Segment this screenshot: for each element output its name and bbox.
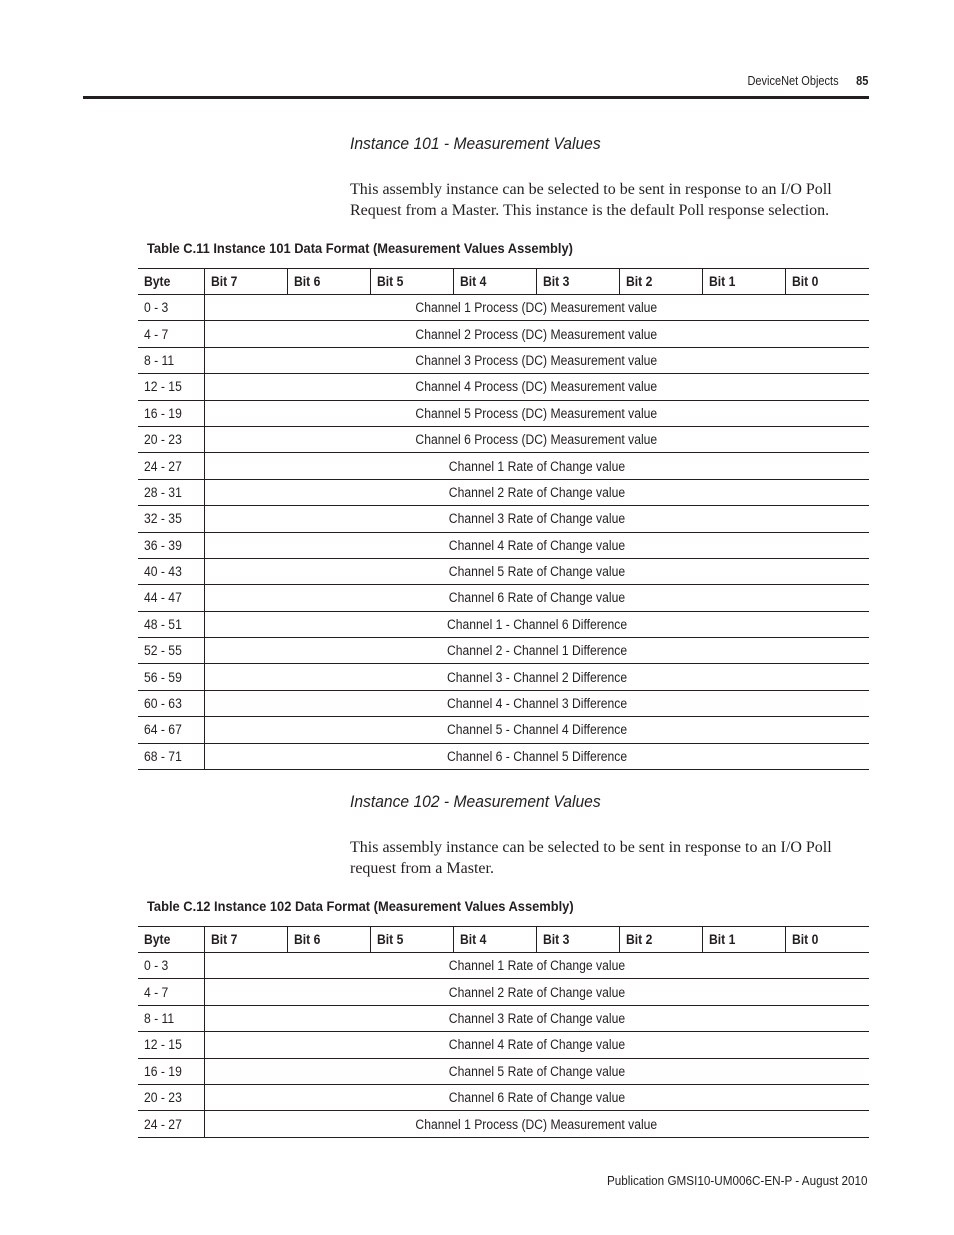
byte-range: 28 - 31 [144, 484, 182, 500]
column-header-label: Byte [144, 932, 171, 947]
byte-cell [138, 506, 204, 532]
value-description-cell [204, 426, 869, 452]
byte-cell [138, 743, 204, 769]
column-header-label: Bit 6 [293, 932, 320, 947]
column-header-label: Bit 7 [210, 932, 237, 947]
byte-cell [138, 1032, 204, 1058]
value-description: Channel 3 Rate of Change value [448, 1010, 625, 1026]
column-header [204, 927, 287, 953]
value-description: Channel 5 - Channel 4 Difference [446, 722, 627, 738]
value-description: Channel 5 Process (DC) Measurement value [415, 405, 658, 421]
byte-range: 12 - 15 [144, 1037, 182, 1053]
value-description-cell [204, 1111, 869, 1137]
value-description-cell [204, 690, 869, 716]
byte-range: 20 - 23 [144, 432, 182, 448]
byte-range: 24 - 27 [144, 458, 182, 474]
byte-cell [138, 717, 204, 743]
table-c11 [138, 268, 869, 770]
byte-range: 0 - 3 [144, 958, 169, 974]
byte-cell [138, 426, 204, 452]
byte-range: 4 - 7 [144, 326, 169, 342]
table-row [138, 1058, 869, 1084]
value-description: Channel 5 Rate of Change value [448, 1063, 625, 1079]
byte-range: 16 - 19 [144, 1063, 182, 1079]
byte-range: 4 - 7 [144, 984, 169, 1000]
table-row [138, 979, 869, 1005]
byte-cell [138, 1111, 204, 1137]
column-header [785, 927, 869, 953]
table-row [138, 558, 869, 584]
column-header-label: Bit 5 [376, 274, 403, 289]
table-row [138, 1005, 869, 1031]
byte-range: 40 - 43 [144, 564, 182, 580]
value-description: Channel 6 Rate of Change value [448, 1090, 625, 1106]
table-caption-c11: Table C.11 Instance 101 Data Format (Measurement Values Assembly) [147, 240, 573, 256]
table-row [138, 664, 869, 690]
column-header-label: Bit 1 [708, 274, 735, 289]
value-description: Channel 1 Process (DC) Measurement value [415, 300, 658, 316]
value-description-cell [204, 479, 869, 505]
byte-cell [138, 1058, 204, 1084]
table-row [138, 426, 869, 452]
value-description: Channel 3 Rate of Change value [448, 511, 625, 527]
byte-cell [138, 400, 204, 426]
paragraph-instance-101: This assembly instance can be selected to be sent in response to an I/O Poll Request from a Master. This instance is the default Poll response selection. [350, 181, 832, 219]
value-description-cell [204, 347, 869, 373]
table-row [138, 479, 869, 505]
value-description-cell [204, 400, 869, 426]
table-c12 [138, 926, 869, 1138]
column-header [702, 927, 785, 953]
value-description: Channel 6 Rate of Change value [448, 590, 625, 606]
byte-cell [138, 1005, 204, 1031]
byte-range: 52 - 55 [144, 643, 182, 659]
byte-cell [138, 479, 204, 505]
byte-range: 8 - 11 [144, 352, 175, 368]
column-header [619, 927, 702, 953]
publication-footer: Publication GMSI10-UM006C-EN-P - August 2010 [607, 1173, 868, 1188]
byte-range: 32 - 35 [144, 511, 182, 527]
value-description-cell [204, 506, 869, 532]
column-header-label: Bit 7 [210, 274, 237, 289]
byte-range: 64 - 67 [144, 722, 182, 738]
value-description-cell [204, 1032, 869, 1058]
byte-cell [138, 1084, 204, 1110]
column-header [138, 927, 204, 953]
value-description: Channel 4 - Channel 3 Difference [446, 696, 627, 712]
value-description: Channel 3 - Channel 2 Difference [446, 669, 627, 685]
page-number: 85 [855, 74, 868, 88]
value-description-cell [204, 321, 869, 347]
column-header [287, 927, 370, 953]
table-row [138, 453, 869, 479]
value-description-cell [204, 558, 869, 584]
column-header-label: Bit 3 [542, 274, 569, 289]
column-header [287, 269, 370, 295]
value-description-cell [204, 585, 869, 611]
value-description: Channel 4 Rate of Change value [448, 537, 625, 553]
column-header [785, 269, 869, 295]
byte-range: 20 - 23 [144, 1090, 182, 1106]
table-row [138, 1032, 869, 1058]
table-row [138, 295, 869, 321]
column-header-label: Bit 6 [293, 274, 320, 289]
column-header-label: Bit 2 [625, 274, 652, 289]
value-description: Channel 1 Rate of Change value [448, 958, 625, 974]
value-description-cell [204, 717, 869, 743]
byte-range: 56 - 59 [144, 669, 182, 685]
table-header-row [138, 927, 869, 953]
column-header [370, 927, 453, 953]
byte-cell [138, 638, 204, 664]
table-row [138, 585, 869, 611]
value-description: Channel 2 Rate of Change value [448, 984, 625, 1000]
value-description: Channel 6 Process (DC) Measurement value [415, 432, 658, 448]
value-description-cell [204, 638, 869, 664]
value-description-cell [204, 1058, 869, 1084]
table-row [138, 374, 869, 400]
table-row [138, 506, 869, 532]
column-header-label: Bit 4 [459, 274, 486, 289]
byte-range: 36 - 39 [144, 537, 182, 553]
byte-range: 68 - 71 [144, 748, 182, 764]
byte-cell [138, 664, 204, 690]
table-header-row [138, 269, 869, 295]
column-header [536, 269, 619, 295]
byte-cell [138, 321, 204, 347]
table-caption-c12: Table C.12 Instance 102 Data Format (Measurement Values Assembly) [147, 898, 574, 914]
byte-range: 8 - 11 [144, 1010, 175, 1026]
value-description-cell [204, 611, 869, 637]
byte-range: 48 - 51 [144, 616, 182, 632]
byte-cell [138, 979, 204, 1005]
table-row [138, 1111, 869, 1137]
column-header-label: Bit 4 [459, 932, 486, 947]
column-header [453, 269, 536, 295]
value-description: Channel 5 Rate of Change value [448, 564, 625, 580]
table-row [138, 953, 869, 979]
value-description: Channel 1 Rate of Change value [448, 458, 625, 474]
column-header-label: Bit 3 [542, 932, 569, 947]
column-header [619, 269, 702, 295]
byte-range: 24 - 27 [144, 1116, 182, 1132]
page-header [747, 74, 868, 88]
value-description-cell [204, 953, 869, 979]
table-row [138, 347, 869, 373]
column-header-label: Byte [144, 274, 171, 289]
value-description-cell [204, 453, 869, 479]
section-title-instance-102: Instance 102 - Measurement Values [350, 792, 601, 811]
value-description-cell [204, 1084, 869, 1110]
column-header-label: Bit 1 [708, 932, 735, 947]
header-section-title: DeviceNet Objects [747, 74, 839, 88]
value-description-cell [204, 374, 869, 400]
table-row [138, 532, 869, 558]
column-header-label: Bit 5 [376, 932, 403, 947]
byte-cell [138, 690, 204, 716]
column-header-label: Bit 0 [791, 274, 818, 289]
byte-cell [138, 585, 204, 611]
header-rule [83, 96, 869, 99]
byte-cell [138, 347, 204, 373]
byte-cell [138, 453, 204, 479]
column-header [370, 269, 453, 295]
value-description: Channel 2 - Channel 1 Difference [446, 643, 627, 659]
value-description: Channel 2 Process (DC) Measurement value [415, 326, 658, 342]
value-description: Channel 3 Process (DC) Measurement value [415, 352, 658, 368]
column-header-label: Bit 0 [791, 932, 818, 947]
table-row [138, 611, 869, 637]
table-row [138, 638, 869, 664]
byte-cell [138, 532, 204, 558]
value-description-cell [204, 1005, 869, 1031]
value-description-cell [204, 295, 869, 321]
value-description: Channel 4 Rate of Change value [448, 1037, 625, 1053]
table-row [138, 321, 869, 347]
value-description-cell [204, 743, 869, 769]
column-header [453, 927, 536, 953]
table-row [138, 1084, 869, 1110]
byte-cell [138, 611, 204, 637]
byte-cell [138, 558, 204, 584]
byte-cell [138, 295, 204, 321]
value-description-cell [204, 532, 869, 558]
column-header-label: Bit 2 [625, 932, 652, 947]
section-title-instance-101: Instance 101 - Measurement Values [350, 134, 601, 153]
byte-range: 0 - 3 [144, 300, 169, 316]
byte-range: 12 - 15 [144, 379, 182, 395]
table-row [138, 400, 869, 426]
value-description: Channel 4 Process (DC) Measurement value [415, 379, 658, 395]
value-description: Channel 6 - Channel 5 Difference [446, 748, 627, 764]
byte-range: 16 - 19 [144, 405, 182, 421]
byte-range: 60 - 63 [144, 696, 182, 712]
table-row [138, 717, 869, 743]
column-header [536, 927, 619, 953]
byte-range: 44 - 47 [144, 590, 182, 606]
value-description-cell [204, 664, 869, 690]
column-header [702, 269, 785, 295]
column-header [138, 269, 204, 295]
paragraph-instance-102: This assembly instance can be selected to be sent in response to an I/O Poll request from a Master. [350, 839, 832, 877]
table-row [138, 743, 869, 769]
column-header [204, 269, 287, 295]
byte-cell [138, 953, 204, 979]
table-row [138, 690, 869, 716]
byte-cell [138, 374, 204, 400]
value-description: Channel 1 - Channel 6 Difference [446, 616, 627, 632]
value-description: Channel 1 Process (DC) Measurement value [415, 1116, 658, 1132]
value-description: Channel 2 Rate of Change value [448, 484, 625, 500]
value-description-cell [204, 979, 869, 1005]
